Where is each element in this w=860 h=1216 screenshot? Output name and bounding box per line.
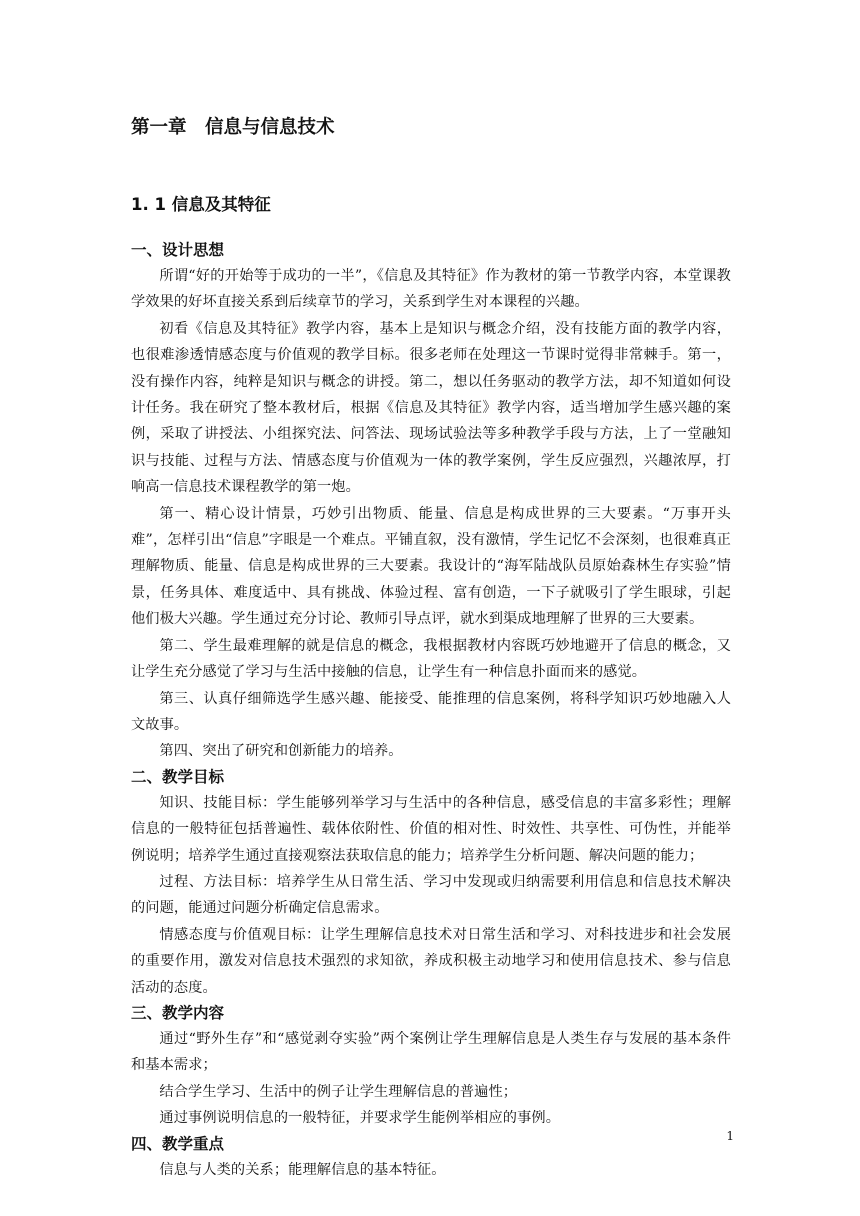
paragraph: 第四、突出了研究和创新能力的培养。 <box>159 743 403 760</box>
paragraph: 结合学生学习、生活中的例子让学生理解信息的普遍性； <box>159 1083 518 1100</box>
paragraph: 通过事例说明信息的一般特征，并要求学生能例举相应的事例。 <box>159 1110 561 1127</box>
paragraph: 第三、认真仔细筛选学生感兴趣、能接受、能推理的信息案例，将科学知识巧妙地融入人文故事。 <box>131 690 731 733</box>
paragraph: 通过“野外生存”和“感觉剥夺实验”两个案例让学生理解信息是人类生存与发展的基本条件和基本需求； <box>131 1030 731 1074</box>
paragraph: 情感态度与价值观目标：让学生理解信息技术对日常生活和学习、对科技进步和社会发展的重要作用，激发对信息技术强烈的求知欲，养成积极主动地学习和使用信息技术、参与信息活动的态度。 <box>131 926 731 996</box>
chapter-title: 第一章 信息与信息技术 <box>131 117 335 138</box>
section-title: 1. 1 信息及其特征 <box>131 195 271 214</box>
paragraph: 第二、学生最难理解的就是信息的概念，我根据教材内容既巧妙地避开了信息的概念，又让学生充分感觉了学习与生活中接触的信息，让学生有一种信息扑面而来的感觉。 <box>131 637 731 681</box>
paragraph: 信息与人类的关系；能理解信息的基本特征。 <box>159 1161 446 1178</box>
paragraph: 过程、方法目标：培养学生从日常生活、学习中发现或归纳需要利用信息和信息技术解决的问题，能通过问题分析确定信息需求。 <box>131 873 731 917</box>
heading-teaching-content: 三、教学内容 <box>131 1003 225 1022</box>
heading-teaching-goals: 二、教学目标 <box>131 767 225 786</box>
paragraph: 第一、精心设计情景，巧妙引出物质、能量、信息是构成世界的三大要素。“万事开头难”，怎样引出“信息”字眼是一个难点。平铺直叙，没有激情，学生记忆不会深刻，也很难真正理解物质、能量、信息是构成世界的三大要素。我设计的“海军陆战队员原始森林生存实验”情景，任务具体、难度适中、具有挑战、体验过程、富有创造，一下子就吸引了学生眼球，引起他们极大兴趣。学生通过充分讨论、教师引导点评，就水到渠成地理解了世界的三大要素。 <box>131 505 731 628</box>
heading-teaching-focus: 四、教学重点 <box>131 1134 225 1153</box>
page-number: 1 <box>726 1129 734 1143</box>
paragraph: 初看《信息及其特征》教学内容，基本上是知识与概念介绍，没有技能方面的教学内容，也很难渗透情感态度与价值观的教学目标。很多老师在处理这一节课时觉得非常棘手。第一，没有操作内容，纯粹是知识与概念的讲授。第二，想以任务驱动的教学方法，却不知道如何设计任务。我在研究了整本教材后，根据《信息及其特征》教学内容，适当增加学生感兴趣的案例，采取了讲授法、小组探究法、问答法、现场试验法等多种教学手段与方法，上了一堂融知识与技能、过程与方法、情感态度与价值观为一体的教学案例，学生反应强烈，兴趣浓厚，打响高一信息技术课程教学的第一炮。 <box>131 320 731 496</box>
document-body <box>131 238 731 1183</box>
heading-design-idea: 一、设计思想 <box>131 241 225 259</box>
paragraph: 知识、技能目标：学生能够列举学习与生活中的各种信息，感受信息的丰富多彩性；理解信息的一般特征包括普遍性、载体依附性、价值的相对性、时效性、共享性、可伪性，并能举例说明；培养学生通过直接观察法获取信息的能力；培养学生分析问题、解决问题的能力； <box>131 794 731 864</box>
paragraph: 所谓“好的开始等于成功的一半”，《信息及其特征》作为教材的第一节教学内容，本堂课教学效果的好坏直接关系到后续章节的学习，关系到学生对本课程的兴趣。 <box>131 268 731 311</box>
